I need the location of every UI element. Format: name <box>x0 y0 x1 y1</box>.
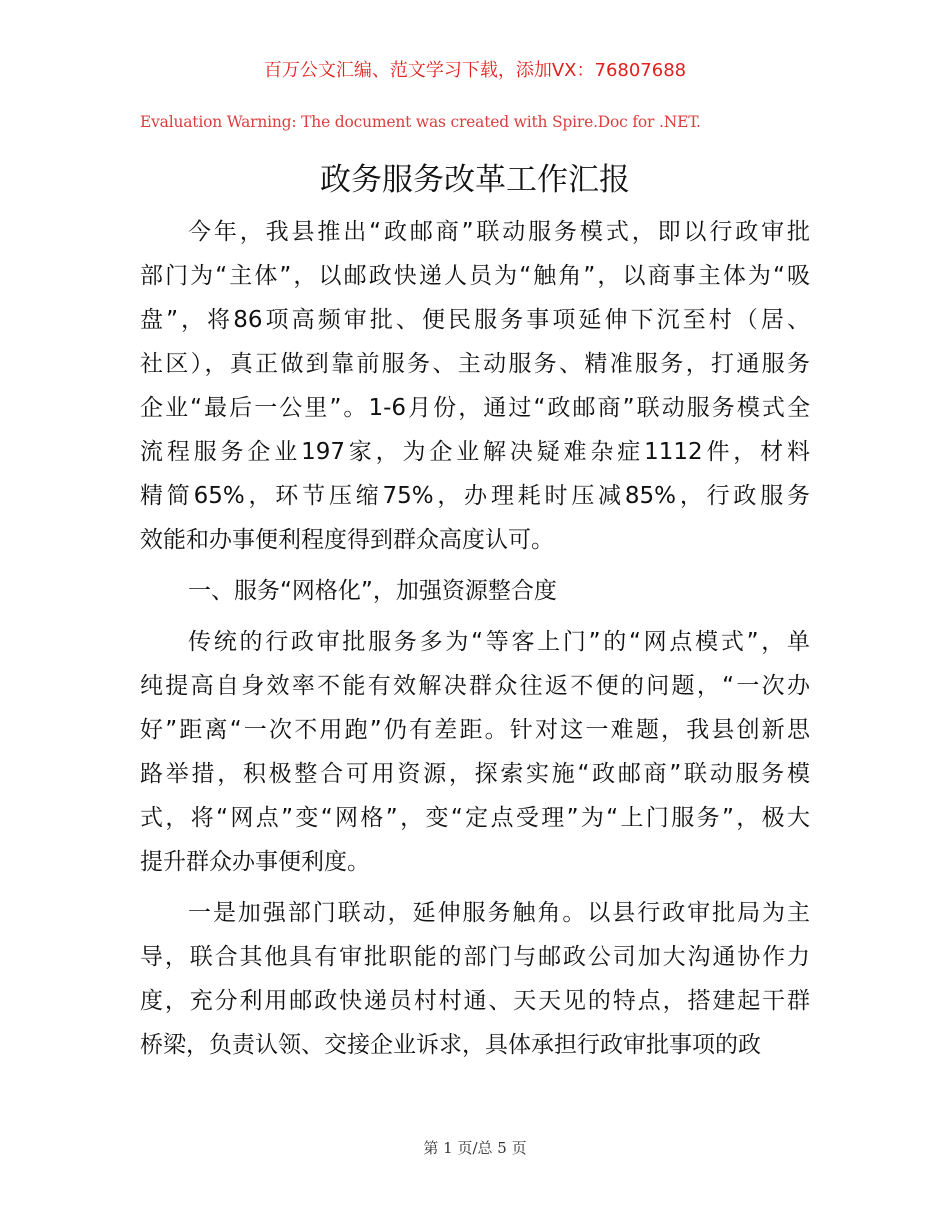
text-line: 部门为“主体”，以邮政快递人员为“触角”，以商事主体为“吸 <box>140 263 810 289</box>
text-line: 传统的行政审批服务多为“等客上门”的“网点模式”，单 <box>188 629 810 655</box>
paragraph <box>140 891 810 1067</box>
text-line: 社区），真正做到靠前服务、主动服务、精准服务，打通服务 <box>140 351 810 377</box>
paragraph <box>140 620 810 884</box>
text-line: 提升群众办事便利度。 <box>140 849 370 875</box>
text-line: 流程服务企业197家，为企业解决疑难杂症1112件，材料 <box>140 439 810 465</box>
promo-banner: 百万公文汇编、范文学习下载，添加VX：76807688 <box>263 60 687 81</box>
text-line: 精简65%，环节压缩75%，办理耗时压减85%，行政服务 <box>140 483 810 509</box>
text-line: 今年，我县推出“政邮商”联动服务模式，即以行政审批 <box>188 219 810 245</box>
text-line: 企业“最后一公里”。1-6月份，通过“政邮商”联动服务模式全 <box>140 395 810 421</box>
paragraph <box>140 210 810 562</box>
section-heading <box>140 569 810 613</box>
document-body <box>140 210 810 1074</box>
text-line: 盘”，将86项高频审批、便民服务事项延伸下沉至村（居、 <box>140 307 810 333</box>
text-line: 好”距离“一次不用跑”仍有差距。针对这一难题，我县创新思 <box>140 717 810 743</box>
text-line: 一是加强部门联动，延伸服务触角。以县行政审批局为主 <box>188 900 810 926</box>
text-line: 效能和办事便利程度得到群众高度认可。 <box>140 527 554 553</box>
text-line: 度，充分利用邮政快递员村村通、天天见的特点，搭建起干群 <box>140 988 810 1014</box>
text-line: 路举措，积极整合可用资源，探索实施“政邮商”联动服务模 <box>140 761 810 787</box>
text-line: 式，将“网点”变“网格”，变“定点受理”为“上门服务”，极大 <box>140 805 810 831</box>
text-line: 桥梁，负责认领、交接企业诉求，具体承担行政审批事项的政 <box>140 1032 761 1058</box>
page-footer: 第 1 页/总 5 页 <box>423 1139 527 1157</box>
document-title: 政务服务改革工作汇报 <box>320 162 630 198</box>
evaluation-warning: Evaluation Warning: The document was created with Spire.Doc for .NET. <box>140 113 701 131</box>
text-line: 纯提高自身效率不能有效解决群众往返不便的问题，“一次办 <box>140 673 810 699</box>
text-line: 一、服务“网格化”，加强资源整合度 <box>188 578 557 604</box>
text-line: 导，联合其他具有审批职能的部门与邮政公司加大沟通协作力 <box>140 944 810 970</box>
